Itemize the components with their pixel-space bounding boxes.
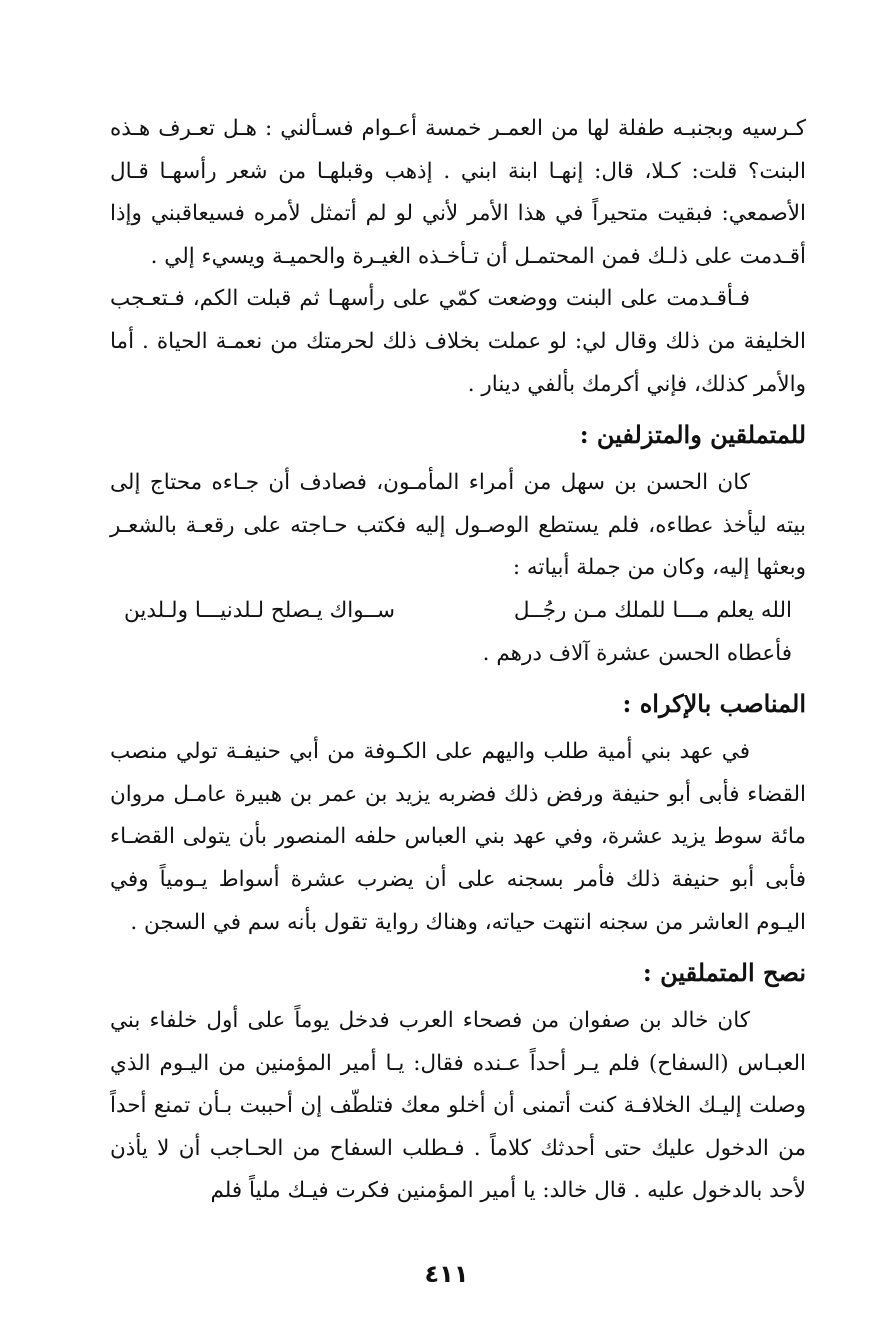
paragraph-5: في عهد بني أمية طلب واليهم على الكـوفة من أبي حنيفـة تولي منصب القضاء فأبى أبو حنيفة ورفض ذلك فضربه يزيد بن عمر بن هبيرة عامـل مروان مائة سوط يزيد عشرة، وفي عهد بني العباس حلفه المنصور بأن يتولى القضـاء فأبى أبو حنيفة ذلك فأمر بسجنه على أن يضرب عشرة أسواط يـومياً وفي اليـوم العاشر من سجنه انتهت حياته، وهناك رواية تقول بأنه سم في السجن . — [110, 739, 806, 935]
verse-second-hemistich: ســواك يـصلح لـلدنيـــا ولـلدين — [124, 597, 395, 623]
paragraph-1: كـرسيه وبجنبـه طفلة لها من العمـر خمسة أعـوام فسـألني : هـل تعـرف هـذه البنت؟ قلت: كـلا، قال: إنهـا ابنة ابني . إذهب وقبلهـا من شعر رأسهـا قـال الأصمعي: فبقيت متحيراً في هذا الأمر لأني لو لم أتمثل لأمره فسيعاقبني وإذا أقـدمت على ذلـك فمن المحتمـل أن تـأخـذه الغيـرة والحميـة ويسيء إلي . — [110, 116, 806, 269]
paragraph-4: فأعطاه الحسن عشرة آلاف درهم . — [482, 640, 792, 666]
paragraph-3: كان الحسن بن سهل من أمراء المأمـون، فصادف أن جـاءه محتاج إلى بيته ليأخذ عطاءه، فلم يستطع الوصـول إليه فكتب حـاجته على رقعـة بالشعـر وبعثها إليه، وكان من جملة أبياته : — [110, 470, 806, 581]
section-heading-positions: المناصب بالإكراه : — [622, 689, 806, 719]
section-heading-flatterers: للمتملقين والمتزلفين : — [579, 420, 806, 450]
paragraph-6: كان خالد بن صفوان من فصحاء العرب فدخل يوماً على أول خلفاء بني العبـاس (السفاح) فلم يـر أحداً عـنده فقال: يـا أمير المؤمنين من اليـوم الذي وصلت إليـك الخلافـة كنت أتمنى أن أخلو معك فتلطّف إن أحببت بـأن تمنع أحداً من الدخول عليك حتى أحدثك كلاماً . فـطلب السفاح من الحـاجب أن لا يأذن لأحد بالدخول عليه . قال خالد: يا أمير المؤمنين فكرت فيـك ملياً فلم — [110, 1008, 806, 1204]
page-number: ٤١١ — [424, 1260, 469, 1288]
paragraph-2: فـأقـدمت على البنت ووضعت كمّي على رأسهـا ثم قبلت الكم، فـتعـجب الخليفة من ذلك وقال لي: لو عملت بخلاف ذلك لحرمتك من نعمـة الحياة . أما والأمر كذلك، فإني أكرمك بألفي دينار . — [110, 286, 806, 397]
verse-first-hemistich: الله يعلم مـــا للملك مـن رجُــل — [513, 597, 792, 623]
page-body — [110, 108, 806, 1213]
section-heading-advice: نصح المتملقين : — [642, 958, 806, 988]
poem-verse — [110, 590, 806, 633]
